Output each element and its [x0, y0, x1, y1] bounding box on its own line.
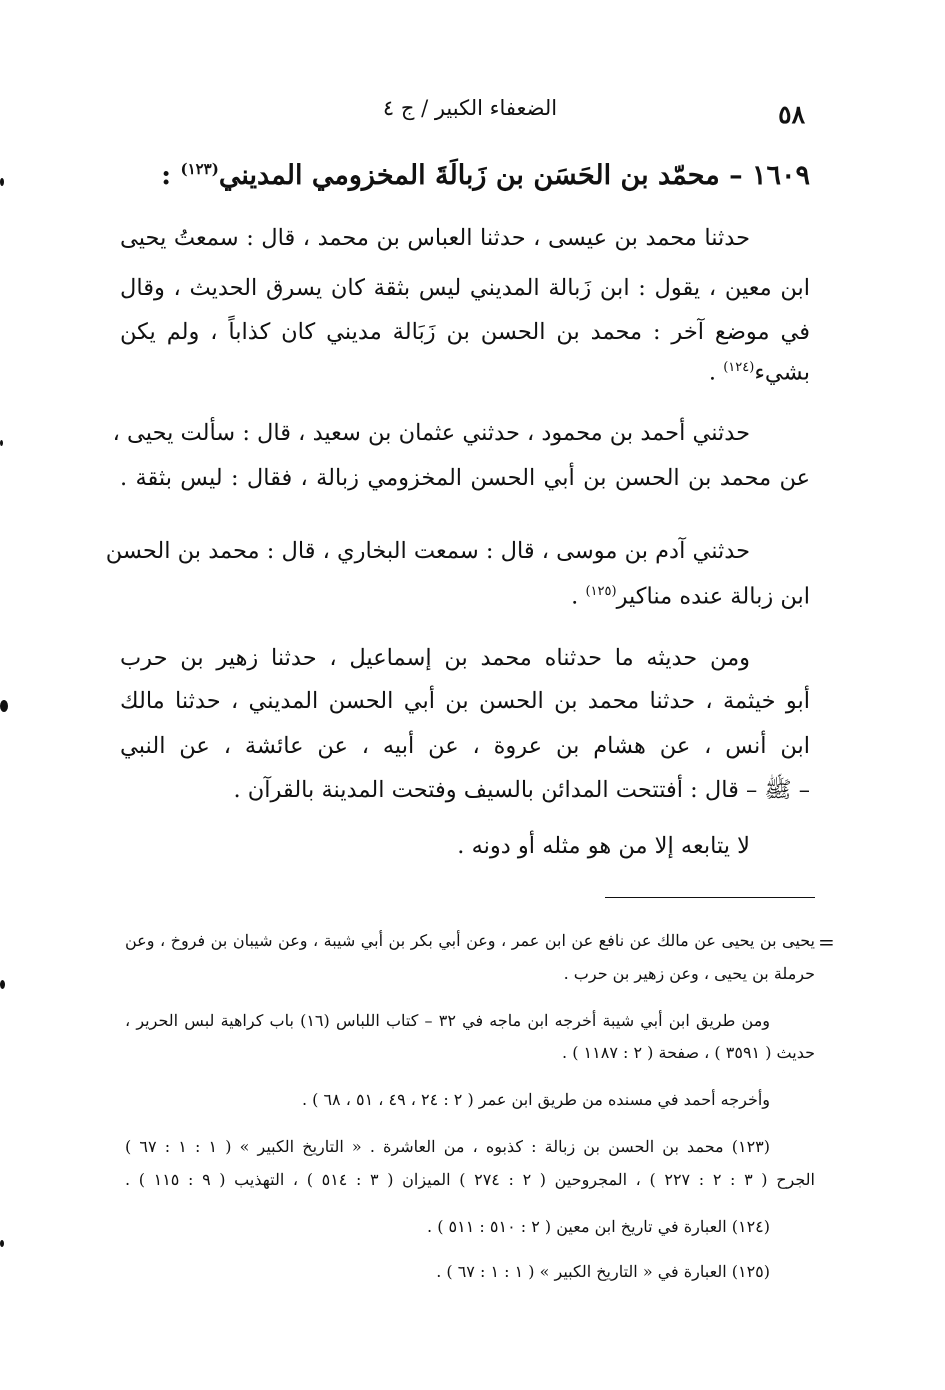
body-line-1: حدثنا محمد بن عيسى ، حدثنا العباس بن محمد ، قال : سمعتُ يحيى	[120, 225, 750, 251]
body-line-2: ابن معين ، يقول : ابن زَبالة المديني ليس بثقة كان يسرق الحديث ، وقال	[120, 275, 810, 301]
scan-margin-mark	[0, 980, 5, 989]
body-line-7: حدثني آدم بن موسى ، قال : سمعت البخاري ، قال : محمد بن الحسن	[105, 538, 750, 564]
body-text: ابن زبالة عنده مناكير	[616, 583, 810, 610]
footnote-123-line-1: (١٢٣) محمد بن الحسن بن زبالة : كذبوه ، من العاشرة . « التاريخ الكبير » ( ١ : ١ : ٦٧ )	[125, 1137, 771, 1156]
body-line-5: حدثني أحمد بن محمود ، حدثني عثمان بن سعيد ، قال : سألت يحيى ،	[112, 420, 750, 446]
body-text: بشيء	[754, 359, 810, 386]
footnote-line-1: يحيى بن يحيى عن مالك عن نافع عن ابن عمر ، وعن أبي بكر بن أبي شيبة ، وعن شيبان بن فروخ ، وعن	[125, 931, 815, 950]
body-line-12: – ﷺ – قال : أفتتحت المدائن بالسيف وفتحت المدينة بالقرآن .	[233, 777, 810, 803]
footnote-ref-123: (١٢٣)	[180, 160, 219, 178]
body-line-11: ابن أنس ، عن هشام بن عروة ، عن أبيه ، عن عائشة ، عن النبي	[120, 733, 810, 759]
footnote-124: (١٢٤) العبارة في تاريخ ابن معين ( ٢ : ٥١٠ : ٥١١ ) .	[427, 1217, 770, 1236]
footnote-125: (١٢٥) العبارة في « التاريخ الكبير » ( ١ : ١ : ٦٧ ) .	[436, 1262, 770, 1281]
footnote-continuation-mark: =	[818, 930, 835, 954]
scan-margin-mark	[0, 178, 4, 186]
body-line-3: في موضع آخر : محمد بن الحسن بن زَبَالة مديني كان كذاباً ، ولم يكن	[120, 319, 810, 345]
scan-margin-mark	[0, 1240, 4, 1247]
entry-title: ١٦٠٩ – محمّد بن الحَسَن بن زَبالَةَ المخزومي المديني	[218, 160, 810, 191]
entry-heading	[150, 160, 810, 191]
body-line-4	[120, 361, 810, 384]
body-line-13: لا يتابعه إلا من هو مثله أو دونه .	[457, 833, 750, 859]
body-line-9: ومن حديثه ما حدثناه محمد بن إسماعيل ، حدثنا زهير بن حرب	[120, 645, 750, 671]
running-head: الضعفاء الكبير / ج ٤	[382, 96, 558, 120]
entry-colon: :	[161, 160, 181, 191]
scan-margin-mark	[0, 700, 8, 712]
footnote-ref-124: (١٢٤)	[723, 360, 755, 375]
footnote-separator	[605, 897, 815, 898]
footnote-line-4: حديث ( ٣٥٩١ ) ، صفحة ( ٢ : ١١٨٧ ) .	[562, 1043, 815, 1062]
body-text: .	[571, 583, 586, 610]
footnote-ref-125: (١٢٥)	[585, 584, 617, 599]
scan-margin-mark	[0, 440, 3, 446]
footnote-line-2: حرملة بن يحيى ، وعن زهير بن حرب .	[563, 964, 815, 983]
footnote-line-5: وأخرجه أحمد في مسنده من طريق ابن عمر ( ٢ : ٢٤ ، ٤٩ ، ٥١ ، ٦٨ ) .	[301, 1090, 770, 1109]
footnote-123-line-2: الجرح ( ٣ : ٢ : ٢٢٧ ) ، المجروحين ( ٢ : ٢٧٤ ) الميزان ( ٣ : ٥١٤ ) ، التهذيب ( ٩ : ١١٥ ) .	[125, 1170, 815, 1189]
body-line-6: عن محمد بن الحسن بن أبي الحسن المخزومي زبالة ، فقال : ليس بثقة .	[120, 465, 810, 491]
body-line-8	[120, 585, 810, 608]
body-line-10: أبو خيثمة ، حدثنا محمد بن الحسن بن أبي الحسن المديني ، حدثنا مالك	[120, 688, 810, 714]
footnote-line-3: ومن طريق ابن أبي شيبة أخرجه ابن ماجه في ٣٢ – كتاب اللباس (١٦) باب كراهية لبس الحرير ،	[125, 1011, 771, 1030]
body-text: .	[708, 359, 724, 386]
page-number: ٥٨	[778, 100, 805, 129]
